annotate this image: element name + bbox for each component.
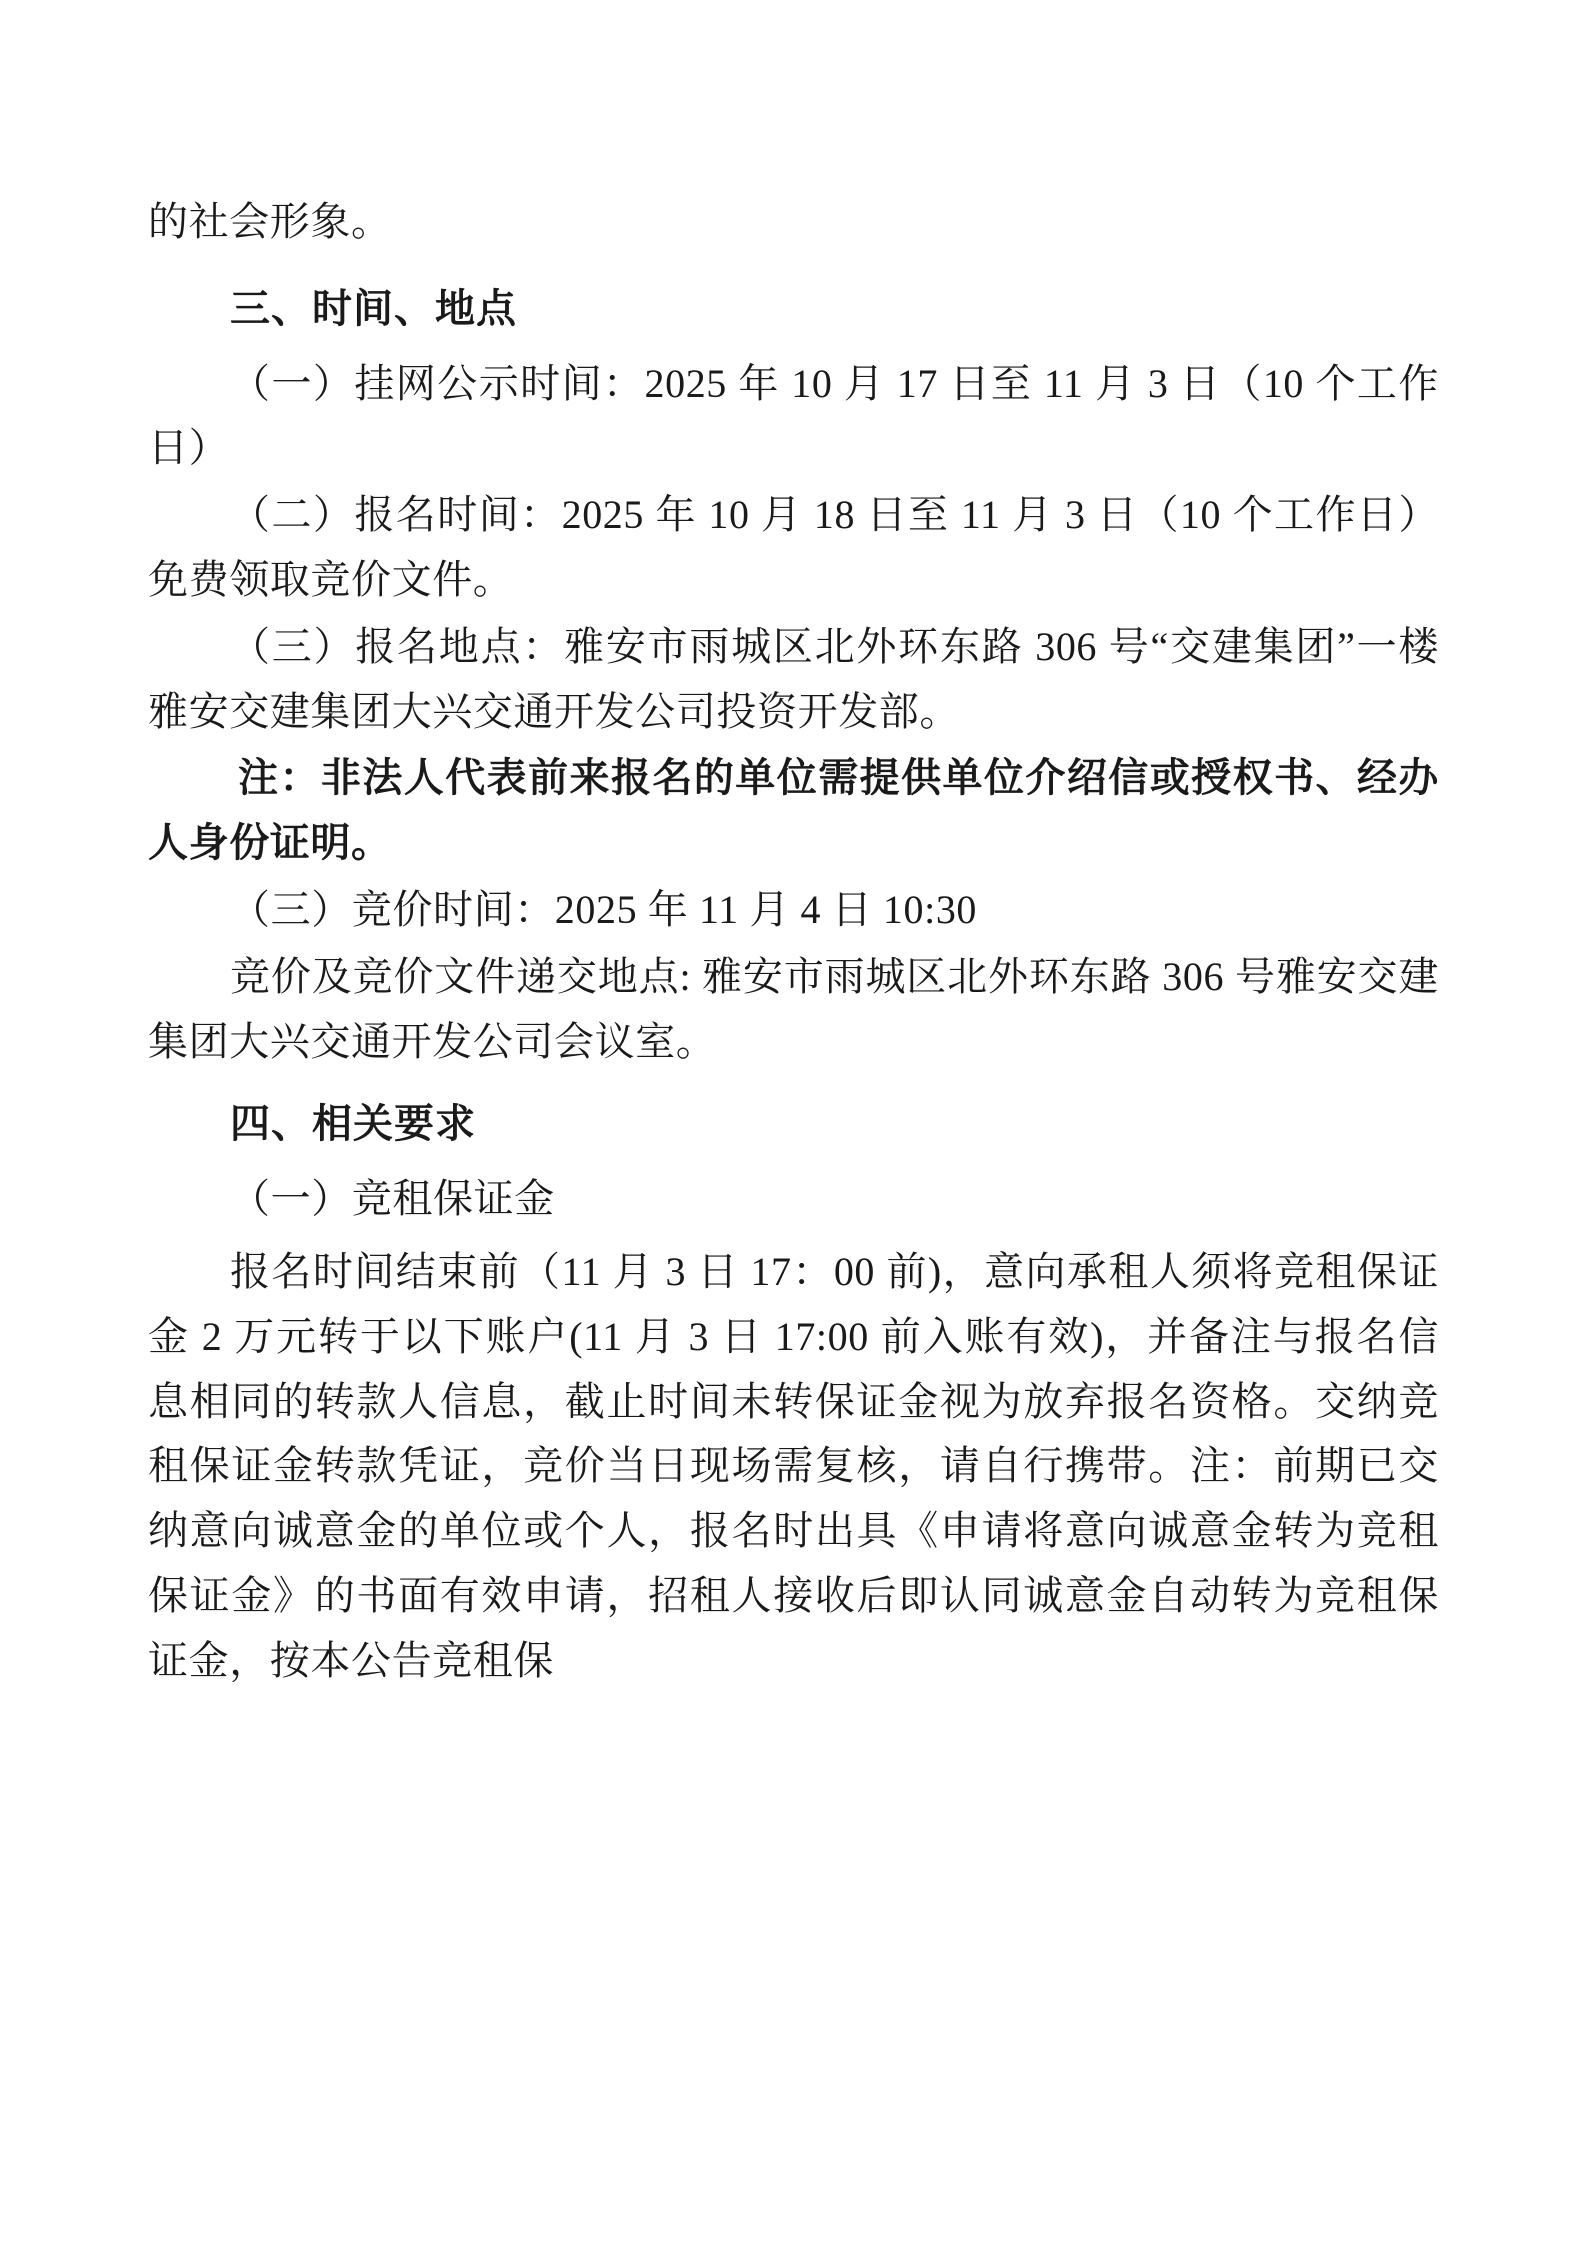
- paragraph-item-1: （一）挂网公示时间：2025 年 10 月 17 日至 11 月 3 日（10 个工作日）: [148, 360, 1439, 471]
- document-body: [148, 190, 1439, 1694]
- paragraph-sub-1: （一）竞租保证金: [230, 1176, 555, 1222]
- paragraph-item-3: （三）报名地点：雅安市雨城区北外环东路 306 号“交建集团”一楼雅安交建集团大兴交通开发公司投资开发部。: [148, 623, 1439, 734]
- paragraph-note-1: 注：非法人代表前来报名的单位需提供单位介绍信或授权书、经办人身份证明。: [148, 755, 1439, 866]
- spacer: [148, 257, 1439, 267]
- paragraph-item-2: （二）报名时间：2025 年 10 月 18 日至 11 月 3 日（10 个工作日）免费领取竞价文件。: [148, 492, 1439, 602]
- paragraph-item-4: （三）竞价时间：2025 年 11 月 4 日 10:30: [230, 886, 978, 932]
- spacer: [148, 1076, 1439, 1082]
- section-heading-three: 三、时间、地点: [230, 285, 517, 331]
- paragraph-item-5: 竞价及竞价文件递交地点: 雅安市雨城区北外环东路 306 号雅安交建集团大兴交通开发公司会议室。: [148, 953, 1439, 1064]
- paragraph-body-1: 报名时间结束前（11 月 3 日 17：00 前)，意向承租人须将竞租保证金 2 万元转于以下账户(11 月 3 日 17:00 前入账有效)，并备注与报名信息相同的转款人信息，截止时间未转保证金视为放弃报名资格。交纳竞租保证金转款凭证，竞价当日现场需复核，请自行携带。注：前期已交纳意向诚意金的单位或个人，报名时出具《申请将意向诚意金转为竞租保证金》的书面有效申请，招租人接收后即认同诚意金自动转为竞租保证金，按本公告竞租保: [148, 1248, 1439, 1683]
- section-heading-four: 四、相关要求: [230, 1101, 476, 1147]
- paragraph-intro-tail: 的社会形象。: [148, 199, 392, 244]
